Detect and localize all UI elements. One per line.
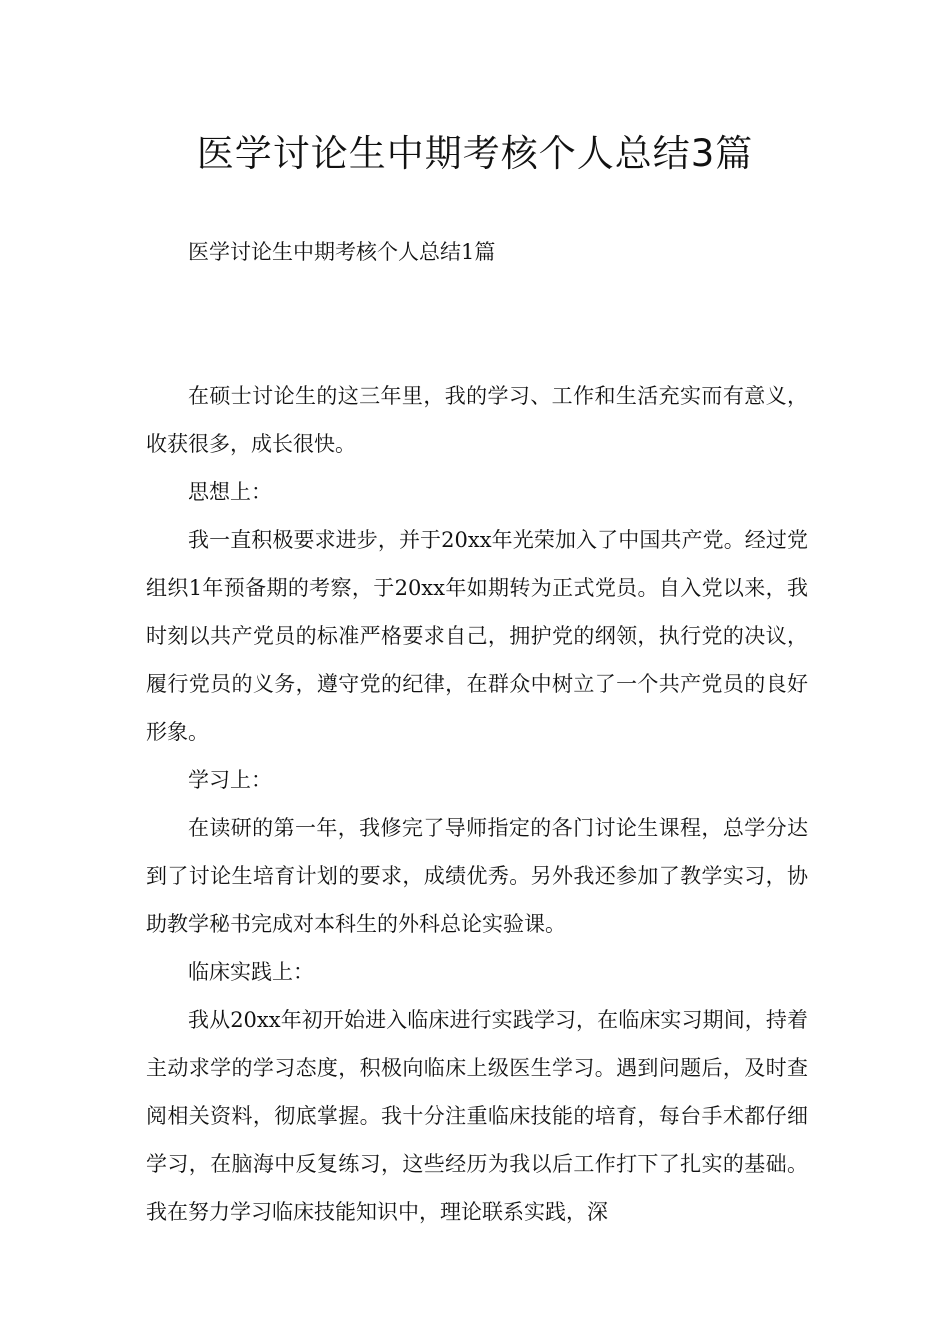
document-title: 医学讨论生中期考核个人总结3篇 xyxy=(196,132,754,175)
paragraph-thought: 我一直积极要求进步，并于20xx年光荣加入了中国共产党。经过党组织1年预备期的考察，于20xx年如期转为正式党员。自入党以来，我时刻以共产党员的标准严格要求自己，拥护党的纲领，执行党的决议，履行党员的义务，遵守党的纪律，在群众中树立了一个共产党员的良好形象。 xyxy=(146,528,808,744)
blank-line xyxy=(146,324,808,372)
paragraph-heading-thought: 思想上： xyxy=(188,480,272,504)
paragraph-heading-clinical: 临床实践上： xyxy=(188,960,314,984)
paragraph-intro: 在硕士讨论生的这三年里，我的学习、工作和生活充实而有意义，收获很多，成长很快。 xyxy=(146,384,808,456)
paragraph-clinical: 我从20xx年初开始进入临床进行实践学习，在临床实习期间，持着主动求学的学习态度，积极向临床上级医生学习。遇到问题后，及时查阅相关资料，彻底掌握。我十分注重临床技能的培育，每台手术都仔细学习，在脑海中反复练习，这些经历为我以后工作打下了扎实的基础。我在努力学习临床技能知识中，理论联系实践，深 xyxy=(146,1008,808,1224)
paragraph-heading-study: 学习上： xyxy=(188,768,272,792)
section-heading: 医学讨论生中期考核个人总结1篇 xyxy=(188,240,496,264)
document-body xyxy=(146,228,808,1236)
paragraph-study: 在读研的第一年，我修完了导师指定的各门讨论生课程，总学分达到了讨论生培育计划的要求，成绩优秀。另外我还参加了教学实习，协助教学秘书完成对本科生的外科总论实验课。 xyxy=(146,816,808,936)
